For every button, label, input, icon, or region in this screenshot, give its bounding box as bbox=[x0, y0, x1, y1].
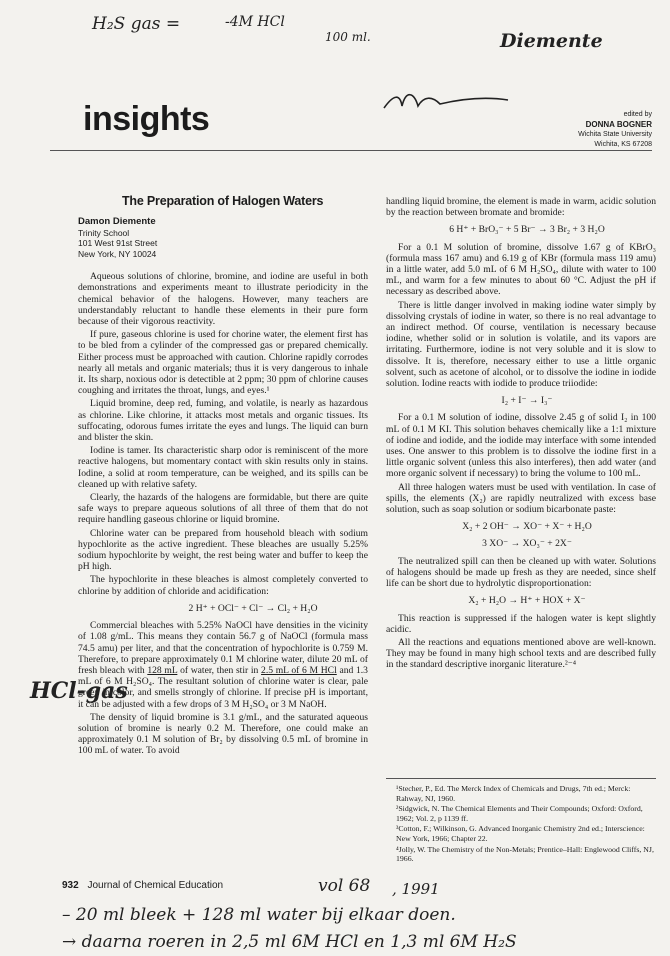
paragraph: All the reactions and equations mentioned above are well-known. They may be found in many high school texts and are described fully in the standard descriptive inorganic literature.²⁻⁴ bbox=[386, 636, 656, 671]
author-block bbox=[78, 217, 368, 259]
header-rule bbox=[50, 150, 652, 151]
section-logo: insights bbox=[83, 100, 210, 138]
paragraph: This reaction is suppressed if the halogen water is kept slightly acidic. bbox=[386, 612, 656, 635]
paragraph: All three halogen waters must be used with ventilation. In case of spills, the elements (X₂) are rapidly neutralized with excess base solution, such as soap solution or sodium bicarbonate paste: bbox=[386, 481, 656, 516]
text-span: Commercial bleaches with 5.25% NaOCl have densities in the vicinity of 1.08 g/mL. This means they contain 56.7 g of NaOCl (formula mass 74.5 amu) per liter, and that the concentration of hypochlorite is 0.759 M. Therefore, to prepare approximately 0.1 M chlorine water, dilute 20 mL of fresh bleach with bbox=[78, 620, 368, 676]
edited-by-label: edited by bbox=[623, 111, 652, 118]
handwritten-note-h2s: H₂S gas = bbox=[92, 14, 181, 34]
handwritten-scribble bbox=[382, 86, 512, 116]
editor-name: DONNA BOGNER bbox=[585, 120, 652, 129]
handwritten-note-bottom-2: → daarna roeren in 2,5 ml 6M HCl en 1,3 ml 6M H₂S bbox=[62, 932, 517, 952]
handwritten-note-bottom-1: – 20 ml bleek + 128 ml water bij elkaar doen. bbox=[62, 905, 456, 925]
text-span: and 1.3 mL of 6 M H₂SO₄. The resultant solution of chlorine water is clear, pale green in color, and smells strongly of chlorine. If precise pH is important, it can be adjusted with a few drops of 3 M H₂SO₄ or 3 M NaOH. bbox=[78, 664, 368, 710]
author-street: 101 West 91st Street bbox=[78, 238, 158, 249]
equation-neutralization-1: X₂ + 2 OH⁻ → XO⁻ + X⁻ + H₂O bbox=[462, 521, 592, 533]
equation-chlorine: 2 H⁺ + OCl⁻ + Cl⁻ → Cl₂ + H₂O bbox=[188, 602, 318, 614]
article-title: The Preparation of Halogen Waters bbox=[122, 194, 324, 208]
paragraph: handling liquid bromine, the element is made in warm, acidic solution by the reaction between bromate and bromide: bbox=[386, 196, 656, 219]
paragraph: Iodine is tamer. Its characteristic sharp odor is reminiscent of the more reactive halogens, but momentary contact with skin results only in stains. Iodine, a solid at room temperature, can be weighed, and its spills can be cleaned up with relative safety. bbox=[78, 445, 368, 490]
left-column bbox=[78, 190, 368, 759]
reference-item: ¹Stecher, P., Ed. The Merck Index of Chemicals and Drugs, 7th ed.; Merck: Rahway, NJ, 1960. bbox=[396, 784, 631, 803]
equation-triiodide: I₂ + I⁻ → I₃⁻ bbox=[501, 395, 553, 407]
paragraph: For a 0.1 M solution of iodine, dissolve 2.45 g of solid I₂ in 100 mL of 0.1 M KI. This solution behaves chemically like a 1:1 mixture of iodine and iodide, and the iodide may interface with some intended uses. One answer to this problem is to dissolve the iodine first in a little organic solvent (unless this also interferes), then add water (and more organic solvent if necessary) to bring the volume to 100 mL. bbox=[386, 412, 656, 480]
equation-bromine: 6 H⁺ + BrO₃⁻ + 5 Br⁻ → 3 Br₂ + 3 H₂O bbox=[449, 224, 605, 236]
author-name: Damon Diemente bbox=[78, 216, 156, 228]
author-school: Trinity School bbox=[78, 227, 130, 238]
paragraph: The hypochlorite in these bleaches is almost completely converted to chlorine by addition of chloride and acidification: bbox=[78, 574, 368, 597]
reference-item: ³Cotton, F.; Wilkinson, G. Advanced Inorganic Chemistry 2nd ed.; Interscience: New York, 1966; Chapter 22. bbox=[396, 824, 645, 843]
paragraph: If pure, gaseous chlorine is used for chorine water, the element first has to be bled from a cylinder of the compressed gas or prepared chemically. Either process must be approached with caution. Chlorine rapidly corrodes nearly all metals and organic materials; thus it is very dangerous to inhale it. Its sharp, noxious odor is detectible at 2 ppm; 30 ppm of chlorine causes coughing and irritates the throat, lungs, and eyes.¹ bbox=[78, 329, 368, 397]
paragraph: For a 0.1 M solution of bromine, dissolve 1.67 g of KBrO₃ (formula mass 167 amu) and 6.19 g of KBr (formula mass 119 amu) in a little water, add 5.0 mL of 6 M H₂SO₄, dilute with water to 100 mL, and warm for a few minutes to about 60 °C. Adjust the pH if necessary as described above. bbox=[386, 241, 656, 298]
reference-item: ⁴Jolly, W. The Chemistry of the Non-Metals; Prentice–Hall: Englewood Cliffs, NJ, 1966. bbox=[396, 844, 654, 864]
journal-name: Journal of Chemical Education bbox=[87, 880, 224, 891]
paragraph: Liquid bromine, deep red, fuming, and volatile, is nearly as hazardous as chlorine. Like chlorine, it attacks most metals and organic tissues. Its suffocating, odorous fumes irritate the eyes and lungs. The liquid can burn and blister the skin. bbox=[78, 398, 368, 444]
handwritten-year: , 1991 bbox=[392, 880, 440, 898]
paragraph: Chlorine water can be prepared from household bleach with sodium hypochlorite as the active ingredient. These bleaches are usually 5.25% sodium hypochlorite by weight, the rest being water and buffer to keep the pH high. bbox=[78, 527, 368, 573]
references bbox=[386, 778, 656, 865]
underlined-text: 2.5 mL of 6 M HCl bbox=[261, 664, 337, 676]
equation-neutralization-2: 3 XO⁻ → XO₃⁻ + 2X⁻ bbox=[482, 538, 572, 550]
page-footer bbox=[62, 880, 223, 891]
paragraph: The density of liquid bromine is 3.1 g/mL, and the saturated aqueous solution of bromine is nearly 0.2 M. Therefore, one could make an approximately 0.1 M solution of Br₂ by dissolving 0.5 mL of bromine in 100 mL of water. To avoid bbox=[78, 711, 368, 757]
handwritten-note-volume: 100 ml. bbox=[325, 30, 371, 44]
editor-affiliation: Wichita State University bbox=[578, 131, 652, 138]
paragraph: The neutralized spill can then be cleaned up with water. Solutions of halogens should be made up fresh as they are needed, since shelf life can be short due to hydrolytic disproportionation: bbox=[386, 555, 656, 590]
equation-disproportionation: X₂ + H₂O → H⁺ + HOX + X⁻ bbox=[468, 595, 586, 607]
author-city: New York, NY 10024 bbox=[78, 248, 157, 259]
handwritten-volume: vol 68 bbox=[318, 876, 371, 896]
paragraph: There is little danger involved in making iodine water simply by dissolving crystals of iodine in water, so there is no real advantage to an indirect method. Of course, ventilation is necessary because iodine, whether solid or in solution is volatile, and its vapors are irritating. Furthermore, iodine is not very soluble and it is slow to dissolve. It is, therefore, necessary either to use a little organic solvent, such as acetone of alcohol, or to dissolve the iodine in iodide solution. Iodine reacts with iodide to produce triiodide: bbox=[386, 299, 656, 390]
right-column bbox=[386, 196, 656, 673]
editor-city: Wichita, KS 67208 bbox=[594, 141, 652, 148]
editor-credit bbox=[578, 110, 652, 150]
underlined-text: 128 mL bbox=[147, 664, 178, 676]
paragraph: Clearly, the hazards of the halogens are formidable, but there are quite safe ways to prepare aqueous solutions of all three of them that do not require handling gaseous chlorine or liquid bromine. bbox=[78, 492, 368, 526]
paragraph: Aqueous solutions of chlorine, bromine, and iodine are useful in both demonstrations and experiments meant to illustrate periodicity in the chemical behavior of the halogens. However, many teachers are understandably reluctant to handle these elements in their pure form because of their vigorous reactivity. bbox=[78, 271, 368, 328]
reference-item: ²Sidgwick, N. The Chemical Elements and Their Compounds; Oxford: Oxford, 1962; Vol. 2, p 1139 ff. bbox=[396, 804, 643, 823]
handwritten-name: Diemente bbox=[500, 30, 603, 52]
handwritten-note-hcl: -4M HCl bbox=[225, 14, 285, 30]
page-number: 932 bbox=[62, 880, 79, 891]
text-span: of water, then stir in bbox=[180, 664, 259, 676]
handwritten-hcl-gas: HCl-gas bbox=[30, 678, 128, 704]
